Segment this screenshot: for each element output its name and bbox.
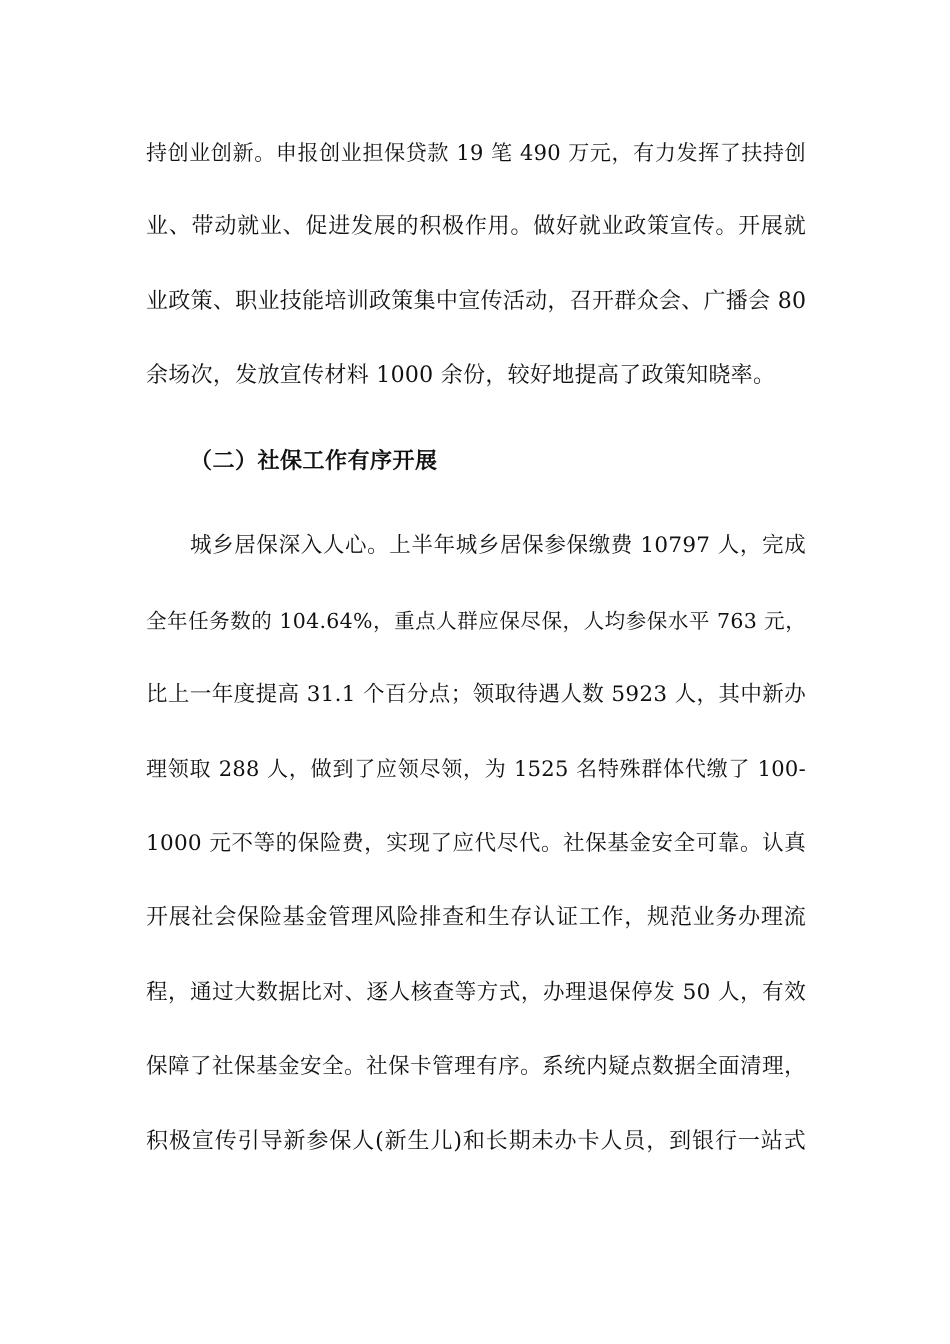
paragraph-1-line-1: 持创业创新。申报创业担保贷款 19 笔 490 万元，有力发挥了扶持创 (146, 141, 806, 165)
paragraph-2-line-9: 积极宣传引导新参保人(新生儿)和长期未办卡人员，到银行一站式 (146, 1129, 806, 1154)
section-heading: （二）社保工作有序开展 (190, 448, 438, 474)
paragraph-2-line-8: 保障了社保基金安全。社保卡管理有序。系统内疑点数据全面清理， (146, 1054, 806, 1079)
paragraph-2-line-2: 全年任务数的 104.64%，重点人群应保尽保，人均参保水平 763 元， (146, 609, 806, 633)
paragraph-1-line-2: 业、带动就业、促进发展的积极作用。做好就业政策宣传。开展就 (146, 214, 806, 239)
paragraph-2-line-7: 程，通过大数据比对、逐人核查等方式，办理退保停发 50 人，有效 (146, 980, 806, 1005)
paragraph-2-line-4: 理领取 288 人，做到了应领尽领，为 1525 名特殊群体代缴了 100- (146, 757, 806, 781)
paragraph-1-line-3: 业政策、职业技能培训政策集中宣传活动，召开群众会、广播会 80 (146, 289, 807, 314)
paragraph-1-line-4: 余场次，发放宣传材料 1000 余份，较好地提高了政策知晓率。 (146, 363, 776, 388)
paragraph-2-line-1: 城乡居保深入人心。上半年城乡居保参保缴费 10797 人，完成 (190, 533, 806, 558)
paragraph-2-line-5: 1000 元不等的保险费，实现了应代尽代。社保基金安全可靠。认真 (146, 831, 806, 856)
paragraph-2-line-6: 开展社会保险基金管理风险排查和生存认证工作，规范业务办理流 (146, 905, 806, 930)
paragraph-2-line-3: 比上一年度提高 31.1 个百分点；领取待遇人数 5923 人，其中新办 (146, 682, 806, 707)
